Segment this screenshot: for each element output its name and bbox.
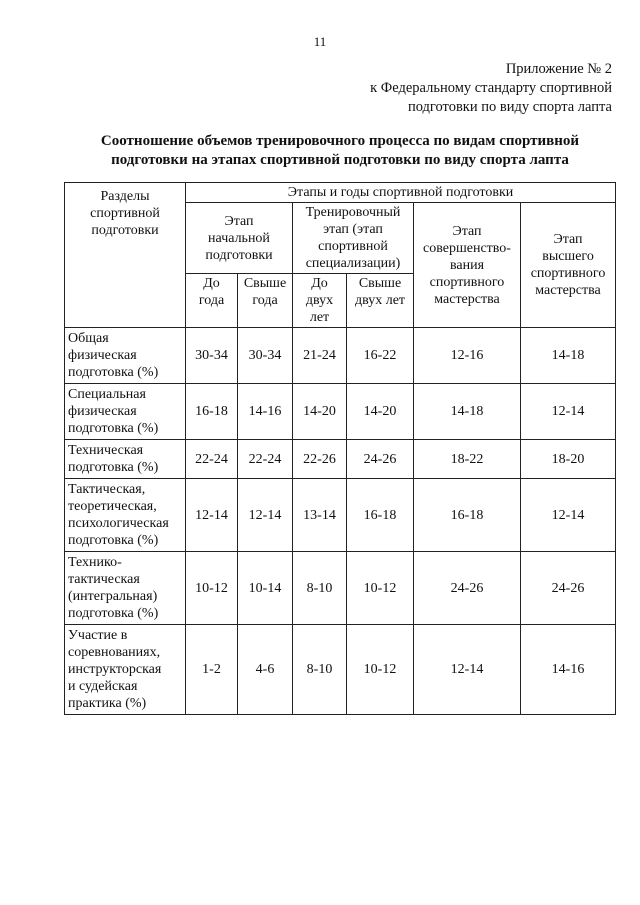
subheader-training-over-two-years [347,274,414,328]
appendix-block [370,60,612,117]
value-cell: 22-24 [238,440,293,479]
label-line: Технико- [68,555,122,570]
header-line: подготовки [205,247,273,263]
header-line: Этап [452,223,482,239]
header-line: двух лет [354,293,406,308]
value-cell: 14-18 [414,384,521,440]
label-line: физическая [68,404,137,419]
value-cell: 24-26 [347,440,414,479]
page-number: 11 [313,34,327,49]
table-row [65,384,616,440]
stage-training-header [293,203,414,274]
label-line: Тактическая, [68,482,146,497]
header-line: До [311,276,328,291]
label-line: Участие в [68,628,128,643]
stage-highest-header [521,203,616,328]
table-row [65,328,616,384]
label-line: (интегральная) [68,589,158,604]
value-cell: 14-18 [521,328,616,384]
row-label [65,625,186,715]
title-line: подготовки на этапах спортивной подготовки по виду спорта лапта [111,152,569,168]
header-line: специализации) [305,256,401,271]
table-row [65,552,616,625]
header-line: спортивного [530,266,606,281]
table-row [65,625,616,715]
value-cell: 18-22 [414,440,521,479]
value-cell: 10-12 [347,625,414,715]
appendix-line: Приложение № 2 [505,61,612,77]
value-cell: 12-14 [238,479,293,552]
appendix-line: к Федеральному стандарту спортивной [370,80,612,96]
header-line: Тренировочный [305,205,401,220]
subheader-initial-over-year [238,274,293,328]
header-line: мастерства [535,283,601,298]
value-cell: 12-16 [414,328,521,384]
label-line: подготовка (%) [68,533,159,548]
header-line: Разделы [100,189,150,204]
header-line: года [252,293,278,308]
value-cell: 18-20 [521,440,616,479]
header-line: вания [449,257,485,273]
label-line: Общая [68,331,109,346]
label-line: инструкторская [68,662,162,677]
training-ratio-table [64,182,616,715]
value-cell: 16-22 [347,328,414,384]
stage-initial-header [186,203,293,274]
value-cell: 14-16 [238,384,293,440]
label-line: подготовка (%) [68,606,159,621]
value-cell: 13-14 [293,479,347,552]
header-line: Этап [224,213,254,229]
subheader-training-up-to-two-years [293,274,347,328]
header-line: Этап [553,232,583,247]
header-line: До [203,276,220,291]
value-cell: 10-12 [186,552,238,625]
label-line: подготовка (%) [68,421,159,436]
value-cell: 12-14 [521,479,616,552]
value-cell: 1-2 [186,625,238,715]
value-cell: 14-20 [293,384,347,440]
label-line: психологическая [68,516,169,531]
value-cell: 10-14 [238,552,293,625]
value-cell: 16-18 [186,384,238,440]
row-label [65,552,186,625]
value-cell: 10-12 [347,552,414,625]
header-line: начальной [208,230,270,246]
header-line: совершенство- [423,240,511,256]
appendix-line: подготовки по виду спорта лапта [407,99,612,115]
value-cell: 16-18 [414,479,521,552]
header-line: Свыше [358,276,402,291]
row-label [65,440,186,479]
header-line: двух [305,293,334,308]
header-line: спортивной [90,206,160,221]
value-cell: 12-14 [521,384,616,440]
row-label [65,328,186,384]
value-cell: 12-14 [414,625,521,715]
label-line: практика (%) [68,696,147,711]
document-title [60,132,620,170]
value-cell: 24-26 [521,552,616,625]
header-line: лет [309,310,330,325]
header-line: спортивного [429,274,505,290]
label-line: подготовка (%) [68,365,159,380]
stage-improvement-header [414,203,521,328]
value-cell: 30-34 [238,328,293,384]
header-line: года [198,293,225,308]
table-row [65,479,616,552]
subheader-initial-up-to-year [186,274,238,328]
label-line: и судейская [68,679,138,694]
value-cell: 8-10 [293,552,347,625]
row-label [65,479,186,552]
value-cell: 14-20 [347,384,414,440]
label-line: подготовка (%) [68,460,159,475]
label-line: Специальная [68,387,146,402]
value-cell: 14-16 [521,625,616,715]
label-line: физическая [68,348,137,363]
value-cell: 22-24 [186,440,238,479]
value-cell: 24-26 [414,552,521,625]
value-cell: 22-26 [293,440,347,479]
title-line: Соотношение объемов тренировочного процесса по видам спортивной [100,133,580,149]
table-row [65,440,616,479]
label-line: соревнованиях, [68,645,161,660]
value-cell: 30-34 [186,328,238,384]
sections-header-cell [65,183,186,328]
label-line: тактическая [68,572,140,587]
header-line: Свыше [243,276,287,291]
label-line: теоретическая, [68,499,157,514]
value-cell: 16-18 [347,479,414,552]
header-line: мастерства [434,291,500,307]
header-line: этап (этап [323,222,383,237]
header-line: высшего [542,249,594,264]
label-line: Техническая [68,443,144,458]
value-cell: 12-14 [186,479,238,552]
value-cell: 4-6 [238,625,293,715]
header-line: подготовки [91,223,159,238]
value-cell: 8-10 [293,625,347,715]
header-line: спортивной [318,239,388,254]
stages-header-cell: Этапы и годы спортивной подготовки [186,183,616,203]
value-cell: 21-24 [293,328,347,384]
row-label [65,384,186,440]
